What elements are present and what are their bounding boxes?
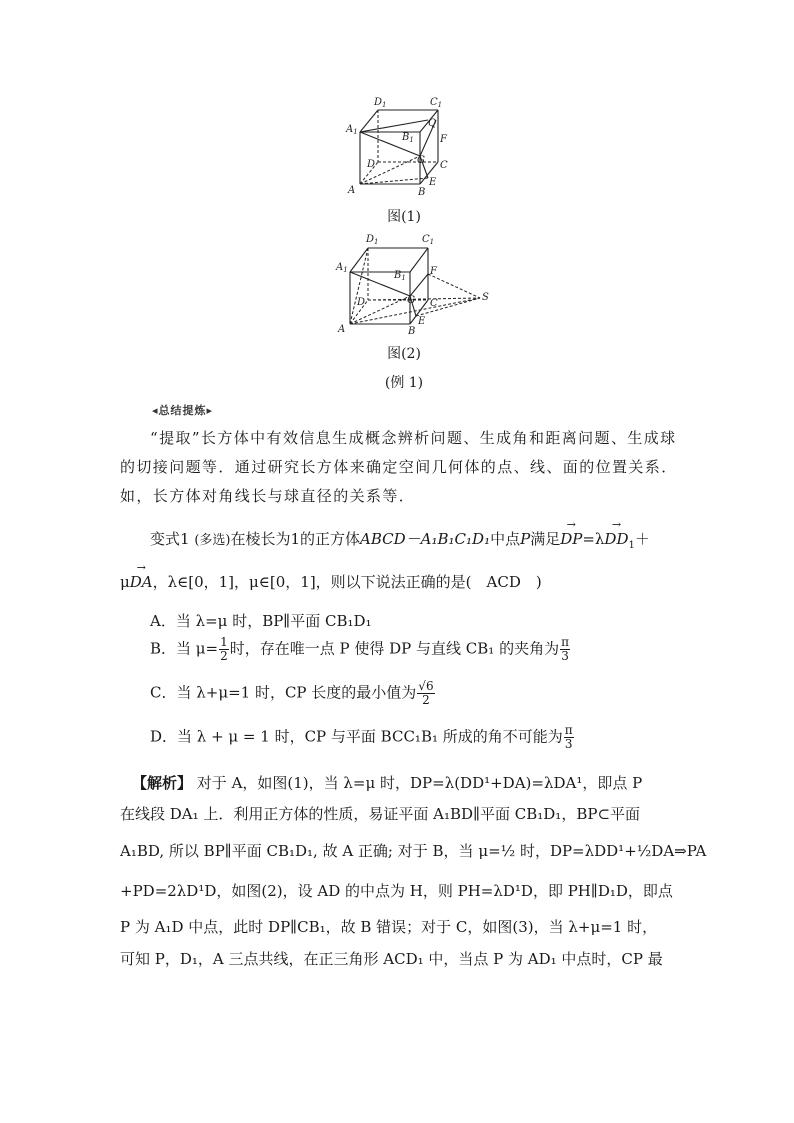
fig1-label-b: B: [418, 187, 426, 198]
analysis-line2: 在线段 DA₁ 上．利用正方体的性质，易证平面 A₁BD∥平面 CB₁D₁，BP⊂平面: [120, 805, 641, 823]
fig2-label-s: S: [482, 292, 489, 303]
fig1-label-a: A: [348, 185, 356, 196]
variant-lambda-range: λ∈[0，1]，μ∈[0，1]，则以下说法正确的是( ACD ): [167, 573, 542, 591]
variant-cube: ABCD－A₁B₁C₁D₁: [360, 530, 491, 548]
fig1-label-c1: $C_1$: [430, 97, 443, 109]
fig1-label-d1: $D_1$: [374, 97, 387, 109]
fig2-label-d: D: [357, 297, 366, 308]
variant-question-line2: μ→ DA，λ∈[0，1]，μ∈[0，1]，则以下说法正确的是( ACD ): [120, 571, 542, 592]
analysis-label: 【解析】: [132, 774, 193, 792]
variant-question-line1: 变式1 (多选)在棱长为1的正方体ABCD－A₁B₁C₁D₁中点P满足→ $DP=\lambda\to DD_1+$: [150, 528, 650, 551]
fig2-label-e: E: [418, 316, 426, 327]
fig1-label-e: E: [429, 177, 437, 188]
analysis-line5: P 为 A₁D 中点，此时 DP∥CB₁，故 B 错误；对于 C，如图(3)，当 λ+μ=1 时，: [120, 918, 658, 936]
fig2-label-b: B: [408, 326, 416, 337]
option-b: B．当 μ= $\frac{1}{2}$ 时，存在唯一点 P 使得 DP 与直线 CB₁ 的夹角为 $\frac{\pi}{3}$: [150, 635, 569, 663]
analysis-line4: +PD=2λD¹D，如图(2)，设 AD 的中点为 H，则 PH=λD¹D，即 PH∥D₁D，即点: [120, 882, 673, 900]
fig1-label-b1: $B_1$: [402, 132, 414, 144]
analysis-line3: A₁BD, 所以 BP∥平面 CB₁D₁, 故 A 正确; 对于 B，当 μ=½ 时，DP=λDD¹+½DA⇒PA: [120, 842, 707, 860]
variant-q2: 中点: [490, 530, 521, 548]
fig1-label-a1: $A_1$: [346, 124, 358, 136]
summary-tag: ◂总结提炼▸: [152, 404, 214, 417]
fig2-label-b1: $B_1$: [394, 270, 406, 282]
fig2-label-c: C: [430, 298, 438, 309]
fig2-label-d1: $D_1$: [366, 234, 379, 246]
figure-1-cube: [340, 92, 460, 202]
fig2-label-a: A: [338, 324, 346, 335]
analysis-line6: 可知 P，D₁，A 三点共线，在正三角形 ACD₁ 中，当点 P 为 AD₁ 中点时，CP 最: [120, 950, 663, 968]
fig2-label-f: F: [430, 266, 437, 277]
option-d: D．当 λ + μ = 1 时，CP 与平面 BCC₁B₁ 所成的角不可能为 $\frac{\pi}{3}$: [150, 723, 573, 751]
option-a: A．当 λ=μ 时，BP∥平面 CB₁D₁: [150, 612, 372, 630]
fig1-label-c: C: [440, 160, 448, 171]
variant-q3: 满足: [530, 530, 561, 548]
fig1-label-d: D: [367, 159, 376, 170]
variant-point-p: P: [520, 530, 531, 548]
figure-2-caption: 图(2): [387, 346, 421, 362]
fig2-label-a1: $A_1$: [336, 262, 348, 274]
summary-text: “提取”长方体中有效信息生成概念辨析问题、生成角和距离问题、生成球的切接问题等．通过研究长方体来确定空间几何体的点、线、面的位置关系．如，长方体对角线长与球直径的关系等．: [120, 429, 678, 505]
figure-1-caption: 图(1): [387, 209, 421, 225]
figure-2-cube: [330, 228, 500, 338]
option-c: C．当 λ+μ=1 时，CP 长度的最小值为 $\frac{√6}{2}$: [150, 679, 434, 707]
analysis-line1: 【解析】 对于 A，如图(1)，当 λ=μ 时，DP=λ(DD¹+DA)=λDA¹，即点 P: [132, 774, 643, 792]
variant-q1: 在棱长为1的正方体: [230, 530, 361, 548]
fig1-label-f: F: [440, 134, 447, 145]
fig2-label-g: G: [407, 295, 415, 306]
fig1-label-g: G: [417, 155, 425, 166]
variant-title: 变式1: [150, 530, 190, 548]
fig1-label-q: Q: [428, 118, 437, 129]
variant-multi: (多选): [194, 533, 231, 548]
fig2-label-c1: $C_1$: [422, 234, 435, 246]
example-caption: (例 1): [384, 375, 424, 391]
